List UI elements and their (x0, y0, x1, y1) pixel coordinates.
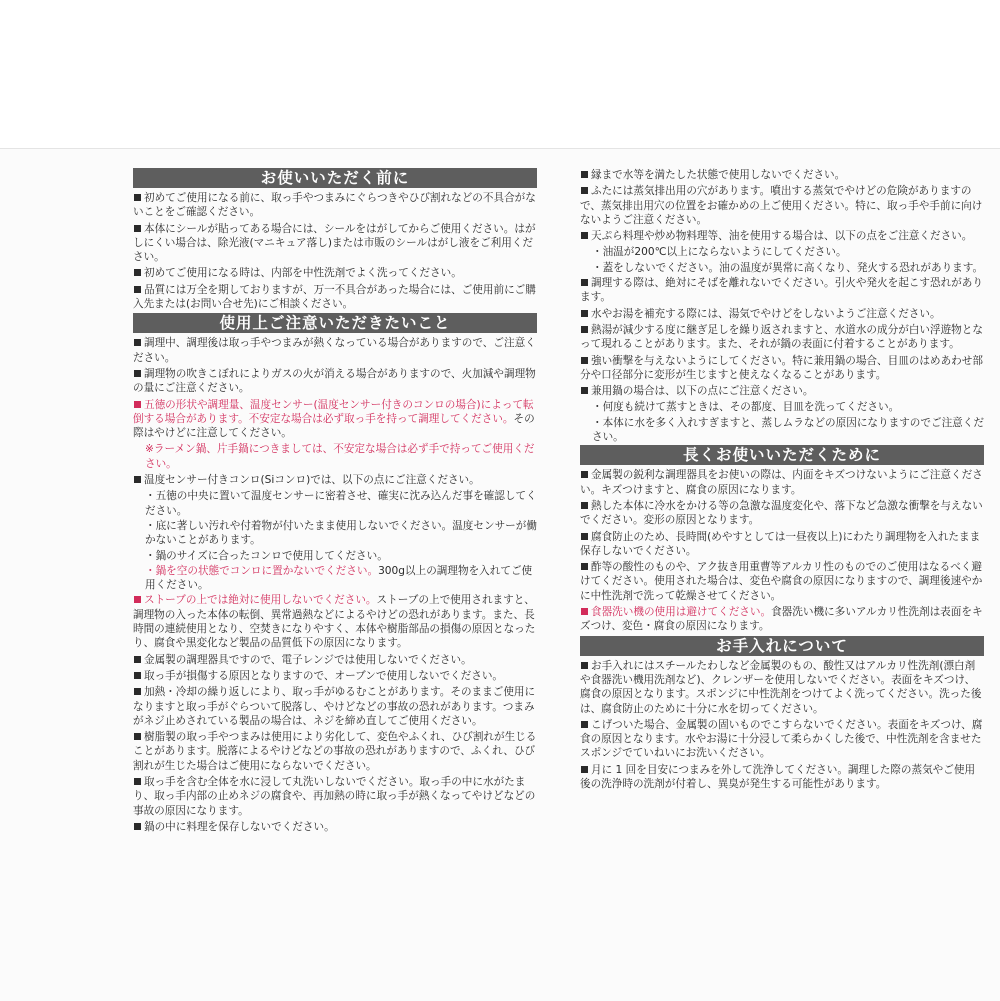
list-item: 本体にシールが貼ってある場合には、シールをはがしてからご使用ください。はがしにくい場合は、除光液(マニキュア落し)または市販のシールはがし液をご利用ください。 (133, 222, 536, 264)
list-item: 鍋の中に料理を保存しないでください。 (133, 820, 537, 834)
bullet-icon (134, 733, 141, 740)
bullet-icon (134, 194, 141, 201)
sub-item: ・底に著しい汚れや付着物が付いたまま使用しないでください。温度センサーが働かないことがあります。 (145, 519, 537, 547)
list-item: 温度センサー付きコンロ(Siコンロ)では、以下の点にご注意ください。 (133, 473, 537, 487)
list-item: 初めてご使用になる時は、内部を中性洗剤でよく洗ってください。 (133, 266, 537, 280)
bullet-icon (581, 471, 588, 478)
list-item: 調理中、調理後は取っ手やつまみが熱くなっている場合がありますので、ご注意ください。 (133, 337, 536, 364)
warning-note: ※ラーメン鍋、片手鍋につきましては、不安定な場合は必ず手で持ってご使用ください。 (145, 443, 535, 470)
list-item: 腐食防止のため、長時間(めやすとしては一昼夜以上)にわたり調理物を入れたまま保存しないでください。 (580, 530, 981, 557)
list-item: 加熱・冷却の繰り返しにより、取っ手がゆるむことがあります。そのままご使用になりますと取っ手がぐらついて脱落し、やけどなどの事故の恐れがあります。つまみがネジ止めされている製品の場合は、ネジを締め直してご使用ください。 (133, 686, 536, 727)
list-item: 金属製の鋭利な調理器具をお使いの際は、内面をキズつけないようにご注意ください。キズつけますと、腐食の原因になります。 (580, 469, 983, 496)
sub-item: ・油温が200℃以上にならないようにしてください。 (592, 246, 847, 259)
bullet-icon (581, 502, 588, 509)
bullet-icon (581, 187, 588, 194)
bullet-icon (581, 766, 588, 773)
bullet-icon (581, 171, 588, 178)
bullet-icon (134, 339, 141, 346)
bullet-icon (134, 370, 141, 377)
list-item: お手入れにはスチールたわしなど金属製のもの、酸性又はアルカリ性洗剤(漂白剤や食器洗い機用洗剤など)、クレンザーを使用しないでください。表面をキズつけ、腐食の原因となります。スポンジに中性洗剤をつけてよく洗ってください。洗った後は、腐食防止のために十分に水を切ってください。 (580, 659, 982, 715)
warning-item: ストーブの上では絶対に使用しないでください。ストーブの上で使用されますと、調理物の入った本体の転倒、異常過熱などによるやけどの恐れがあります。また、長時間の連続使用となり、空焚きになりやすく、本体や樹脂部品の損傷の原因となったり、腐食や黒変化など製品の品質低下の原因になります。 (133, 594, 536, 650)
sub-item: ・鍋のサイズに合ったコンロで使用してください。 (145, 549, 388, 562)
list-item: 天ぷら料理や炒め物料理等、油を使用する場合は、以下の点をご注意ください。 (580, 229, 984, 243)
section-header-before-use: お使いいただく前に (133, 168, 537, 188)
bullet-icon (581, 563, 588, 570)
section-header-long-use: 長くお使いいただくために (580, 445, 984, 465)
warning-bullet-icon (581, 608, 588, 615)
list-item: 取っ手が損傷する原因となりますので、オーブンで使用しないでください。 (133, 669, 537, 683)
bullet-icon (134, 476, 141, 483)
list-item: 調理物の吹きこぼれによりガスの火が消える場合がありますので、火加減や調理物の量にご注意ください。 (133, 367, 536, 395)
list-item: 取っ手を含む全体を水に浸して丸洗いしないでください。取っ手の中に水がたまり、取っ手内部の止めネジの腐食や、再加熱の時に取っ手が熱くなってやけどなどの事故の原因になります。 (133, 775, 536, 817)
warning-bullet-icon (134, 401, 141, 408)
sub-item: ・蓋をしないでください。油の温度が異常に高くなり、発火する恐れがあります。 (592, 261, 984, 274)
bullet-icon (581, 662, 588, 669)
sub-item-warning: ・鍋を空の状態でコンロに置かないでください。300g以上の調理物を入れてご使用ください。 (145, 564, 533, 592)
warning-item: 食器洗い機の使用は避けてください。食器洗い機に多いアルカリ性洗剤は表面をキズつけ、変色・腐食の原因になります。 (580, 606, 983, 633)
bullet-icon (134, 656, 141, 663)
sub-item: ・本体に水を多く入れすぎますと、蒸しムラなどの原因になりますのでご注意ください。 (592, 416, 984, 444)
right-column (580, 168, 984, 793)
sub-item: ・何度も続けて蒸すときは、その都度、目皿を洗ってください。 (592, 401, 900, 414)
list-item: 樹脂製の取っ手やつまみは使用により劣化して、変色やふくれ、ひび割れが生じることがあります。脱落によるやけどなどの事故の恐れがありますので、ふくれ、ひび割れが生じた場合はご使用にならないでください。 (133, 731, 537, 772)
list-item: 月に 1 回を目安につまみを外して洗浄してください。調理した際の蒸気やご使用後の洗浄時の洗剤が付着し、異臭が発生する可能性があります。 (580, 763, 976, 790)
section-header-care: お手入れについて (580, 636, 984, 656)
sub-item: ・五徳の中央に置いて温度センサーに密着させ、確実に沈み込んだ事を確認してください。 (145, 490, 537, 517)
list-item: 熱湯が減少する度に継ぎ足しを繰り返されますと、水道水の成分が白い浮遊物となって現れることがあります。また、それが鍋の表面に付着することがあります。 (580, 323, 983, 351)
warning-item: 五徳の形状や調理量、温度センサー(温度センサー付きのコンロの場合)によって転倒する場合があります。不安定な場合は必ず取っ手を持って調理してください。その際はやけどに注意してください。 (133, 398, 535, 440)
list-item: 縁まで水等を満たした状態で使用しないでください。 (580, 168, 984, 182)
list-item: 熱した本体に冷水をかける等の急激な温度変化や、落下など急激な衝撃を与えないでください。変形の原因となります。 (580, 499, 983, 527)
list-item: 金属製の調理器具ですので、電子レンジでは使用しないでください。 (133, 653, 537, 667)
bullet-icon (134, 672, 141, 679)
list-item: こげついた場合、金属製の固いものでこすらないでください。表面をキズつけ、腐食の原因となります。水やお湯に十分浸して柔らかくした後で、中性洗剤を含ませたスポンジでていねいにお洗いください。 (580, 718, 983, 760)
list-item: ふたには蒸気排出用の穴があります。噴出する蒸気でやけどの危険がありますので、蒸気排出用穴の位置をお確かめの上ご使用ください。特に、取っ手や手前に向けないようご注意ください。 (580, 185, 983, 226)
bullet-icon (581, 721, 588, 728)
bullet-icon (134, 823, 141, 830)
bullet-icon (581, 310, 588, 317)
bullet-icon (134, 225, 141, 232)
bullet-icon (134, 778, 141, 785)
list-item: 兼用鍋の場合は、以下の点にご注意ください。 (580, 384, 984, 398)
list-item: 水やお湯を補充する際には、湯気でやけどをしないようご注意ください。 (580, 307, 984, 321)
bullet-icon (581, 279, 588, 286)
bullet-icon (581, 357, 588, 364)
list-item: 品質には万全を期しておりますが、万一不具合があった場合には、ご使用前にご購入先または(お問い合せ先)にご相談ください。 (133, 283, 536, 311)
bullet-icon (581, 387, 588, 394)
bullet-icon (134, 286, 141, 293)
list-item: 初めてご使用になる前に、取っ手やつまみにぐらつきやひび割れなどの不具合がないことをご確認ください。 (133, 192, 536, 219)
list-item: 強い衝撃を与えないようにしてください。特に兼用鍋の場合、目皿のはめあわせ部分や口径部分に変形が生じますと使えなくなることがあります。 (580, 354, 983, 381)
bullet-icon (134, 688, 141, 695)
bullet-icon (581, 326, 588, 333)
section-header-usage-cautions: 使用上ご注意いただきたいこと (133, 313, 537, 333)
bullet-icon (134, 269, 141, 276)
bullet-icon (581, 533, 588, 540)
left-column (133, 168, 537, 836)
list-item: 調理する際は、絶対にそばを離れないでください。引火や発火を起こす恐れがあります。 (580, 277, 983, 304)
bullet-icon (581, 232, 588, 239)
warning-bullet-icon (134, 596, 141, 603)
list-item: 酢等の酸性のものや、アク抜き用重曹等アルカリ性のものでのご使用はなるべく避けてください。使用された場合は、変色や腐食の原因になりますので、調理後速やかに中性洗剤で洗って乾燥させてください。 (580, 561, 983, 602)
